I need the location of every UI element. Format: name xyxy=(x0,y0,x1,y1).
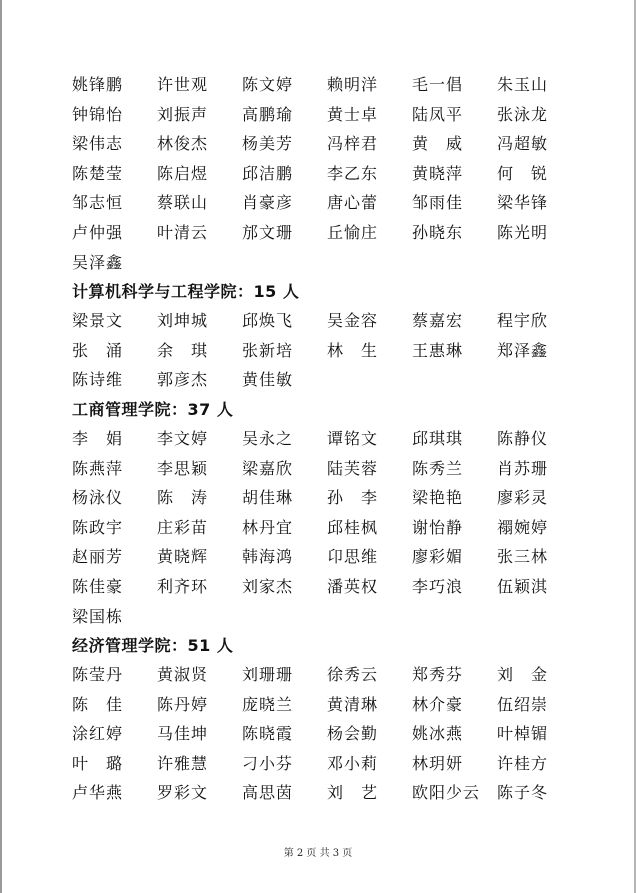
person-name: 陈 涛 xyxy=(157,488,209,508)
person-name: 许桂方 xyxy=(497,753,549,773)
person-name: 孙 李 xyxy=(327,488,379,508)
person-name: 庄彩苗 xyxy=(157,517,209,537)
person-name: 涂红婷 xyxy=(72,724,124,744)
name-row xyxy=(72,719,632,749)
person-name: 梁国栋 xyxy=(72,606,124,626)
person-name: 罗彩文 xyxy=(157,783,209,803)
person-name: 梁华锋 xyxy=(497,193,549,213)
name-row xyxy=(72,660,632,690)
person-name: 伍绍崇 xyxy=(497,694,549,714)
person-name: 黄 威 xyxy=(412,134,464,154)
person-name: 姚冰燕 xyxy=(412,724,464,744)
person-name: 邱桂枫 xyxy=(327,517,379,537)
person-name: 叶清云 xyxy=(157,222,209,242)
name-grid xyxy=(72,306,632,395)
person-name: 郑秀芬 xyxy=(412,665,464,685)
person-name: 利齐环 xyxy=(157,576,209,596)
person-name: 林介豪 xyxy=(412,694,464,714)
person-name: 卬思维 xyxy=(327,547,379,567)
person-name: 李乙东 xyxy=(327,163,379,183)
person-name: 林玥妍 xyxy=(412,753,464,773)
section-2 xyxy=(0,395,636,631)
name-row xyxy=(72,70,632,100)
person-name: 徐秀云 xyxy=(327,665,379,685)
person-name: 朱玉山 xyxy=(497,75,549,94)
person-name: 刘 金 xyxy=(497,665,549,685)
person-name: 陈光明 xyxy=(497,222,549,242)
person-name: 邱洁鹏 xyxy=(242,163,294,183)
person-name: 梁嘉欣 xyxy=(242,458,294,478)
name-grid xyxy=(72,424,632,631)
person-name: 吴金容 xyxy=(327,311,379,331)
person-name: 程宇欣 xyxy=(497,311,549,331)
person-name: 高思茵 xyxy=(242,783,294,803)
person-name: 廖彩灵 xyxy=(497,488,549,508)
person-name: 张新培 xyxy=(242,340,294,360)
name-row xyxy=(72,602,632,632)
name-row xyxy=(72,365,632,395)
person-name: 陈晓霞 xyxy=(242,724,294,744)
person-name: 王惠琳 xyxy=(412,340,464,360)
person-name: 陈莹丹 xyxy=(72,665,124,685)
section-0 xyxy=(0,70,636,277)
name-row xyxy=(72,129,632,159)
person-name: 刘坤城 xyxy=(157,311,209,331)
person-name: 梁景文 xyxy=(72,311,124,331)
section-1 xyxy=(0,277,636,395)
person-name: 姚锋鹏 xyxy=(72,75,124,94)
person-name: 李 娟 xyxy=(72,428,124,448)
person-name: 廖彩媚 xyxy=(412,547,464,567)
person-name: 李思颖 xyxy=(157,458,209,478)
person-name: 吴泽鑫 xyxy=(72,252,124,272)
name-row xyxy=(72,336,632,366)
person-name: 卢仲强 xyxy=(72,222,124,242)
person-name: 陈丹婷 xyxy=(157,694,209,714)
person-name: 黄佳敏 xyxy=(242,370,294,390)
person-name: 何 锐 xyxy=(497,163,549,183)
name-row xyxy=(72,159,632,189)
person-name: 马佳坤 xyxy=(157,724,209,744)
person-name: 陈燕萍 xyxy=(72,458,124,478)
person-name: 杨会勤 xyxy=(327,724,379,744)
person-name: 潘英权 xyxy=(327,576,379,596)
section-heading: 工商管理学院：37 人 xyxy=(72,399,234,419)
person-name: 许雅慧 xyxy=(157,753,209,773)
section-heading: 经济管理学院：51 人 xyxy=(72,636,234,656)
person-name: 林 生 xyxy=(327,340,379,360)
name-grid xyxy=(72,660,632,808)
person-name: 冯超敏 xyxy=(497,134,549,154)
person-name: 赵丽芳 xyxy=(72,547,124,567)
person-name: 丘愉庄 xyxy=(327,222,379,242)
person-name: 禤婉婷 xyxy=(497,517,549,537)
person-name: 钟锦怡 xyxy=(72,104,124,124)
person-name: 冯梓君 xyxy=(327,134,379,154)
name-row xyxy=(72,749,632,779)
person-name: 梁伟志 xyxy=(72,134,124,154)
person-name: 庞晓兰 xyxy=(242,694,294,714)
person-name: 胡佳琳 xyxy=(242,488,294,508)
person-name: 陈文婷 xyxy=(242,75,294,94)
person-name: 叶 璐 xyxy=(72,753,124,773)
person-name: 邓小莉 xyxy=(327,753,379,773)
person-name: 赖明洋 xyxy=(327,75,379,94)
name-row xyxy=(72,100,632,130)
name-row xyxy=(72,218,632,248)
name-grid xyxy=(72,70,632,277)
person-name: 陈佳豪 xyxy=(72,576,124,596)
person-name: 高鹏瑜 xyxy=(242,104,294,124)
name-row xyxy=(72,778,632,808)
person-name: 陈诗维 xyxy=(72,370,124,390)
person-name: 蔡联山 xyxy=(157,193,209,213)
person-name: 肖苏珊 xyxy=(497,458,549,478)
person-name: 欧阳少云 xyxy=(412,783,481,803)
person-name: 刘家杰 xyxy=(242,576,294,596)
name-row xyxy=(72,513,632,543)
section-heading: 计算机科学与工程学院：15 人 xyxy=(72,282,300,302)
person-name: 蔡嘉宏 xyxy=(412,311,464,331)
person-name: 黄士卓 xyxy=(327,104,379,124)
person-name: 许世观 xyxy=(157,75,209,94)
person-name: 邡文珊 xyxy=(242,222,294,242)
person-name: 陆芙蓉 xyxy=(327,458,379,478)
person-name: 邱焕飞 xyxy=(242,311,294,331)
person-name: 陈静仪 xyxy=(497,428,549,448)
person-name: 杨泳仪 xyxy=(72,488,124,508)
person-name: 谭铭文 xyxy=(327,428,379,448)
name-row xyxy=(72,306,632,336)
person-name: 李巧浪 xyxy=(412,576,464,596)
person-name: 陈秀兰 xyxy=(412,458,464,478)
person-name: 邹雨佳 xyxy=(412,193,464,213)
name-row xyxy=(72,483,632,513)
person-name: 邹志恒 xyxy=(72,193,124,213)
person-name: 刁小芬 xyxy=(242,753,294,773)
name-row xyxy=(72,690,632,720)
section-3 xyxy=(0,631,636,808)
person-name: 张泳龙 xyxy=(497,104,549,124)
person-name: 陈启煜 xyxy=(157,163,209,183)
person-name: 陈政宇 xyxy=(72,517,124,537)
person-name: 张三林 xyxy=(497,547,549,567)
name-row xyxy=(72,572,632,602)
person-name: 陆凤平 xyxy=(412,104,464,124)
person-name: 吴永之 xyxy=(242,428,294,448)
name-row xyxy=(72,454,632,484)
person-name: 黄晓萍 xyxy=(412,163,464,183)
name-row xyxy=(72,542,632,572)
person-name: 陈子冬 xyxy=(497,783,549,803)
person-name: 韩海鸿 xyxy=(242,547,294,567)
person-name: 李文婷 xyxy=(157,428,209,448)
person-name: 肖豪彦 xyxy=(242,193,294,213)
person-name: 林丹宜 xyxy=(242,517,294,537)
person-name: 黄清琳 xyxy=(327,694,379,714)
person-name: 张 涌 xyxy=(72,340,124,360)
document-page xyxy=(0,70,636,808)
person-name: 毛一倡 xyxy=(412,75,464,94)
person-name: 伍颖淇 xyxy=(497,576,549,596)
person-name: 谢怡静 xyxy=(412,517,464,537)
person-name: 刘 艺 xyxy=(327,783,379,803)
person-name: 黄晓辉 xyxy=(157,547,209,567)
person-name: 陈 佳 xyxy=(72,694,124,714)
person-name: 卢华燕 xyxy=(72,783,124,803)
person-name: 孙晓东 xyxy=(412,222,464,242)
person-name: 郭彦杰 xyxy=(157,370,209,390)
person-name: 余 琪 xyxy=(157,340,209,360)
name-row xyxy=(72,248,632,278)
person-name: 梁艳艳 xyxy=(412,488,464,508)
person-name: 黄淑贤 xyxy=(157,665,209,685)
person-name: 陈楚莹 xyxy=(72,163,124,183)
name-row xyxy=(72,424,632,454)
person-name: 杨美芳 xyxy=(242,134,294,154)
person-name: 邱琪琪 xyxy=(412,428,464,448)
person-name: 刘振声 xyxy=(157,104,209,124)
person-name: 林俊杰 xyxy=(157,134,209,154)
page-footer: 第 2 页 共 3 页 xyxy=(283,848,353,859)
person-name: 刘珊珊 xyxy=(242,665,294,685)
person-name: 唐心蕾 xyxy=(327,193,379,213)
person-name: 郑泽鑫 xyxy=(497,340,549,360)
person-name: 叶棹镅 xyxy=(497,724,549,744)
name-row xyxy=(72,188,632,218)
